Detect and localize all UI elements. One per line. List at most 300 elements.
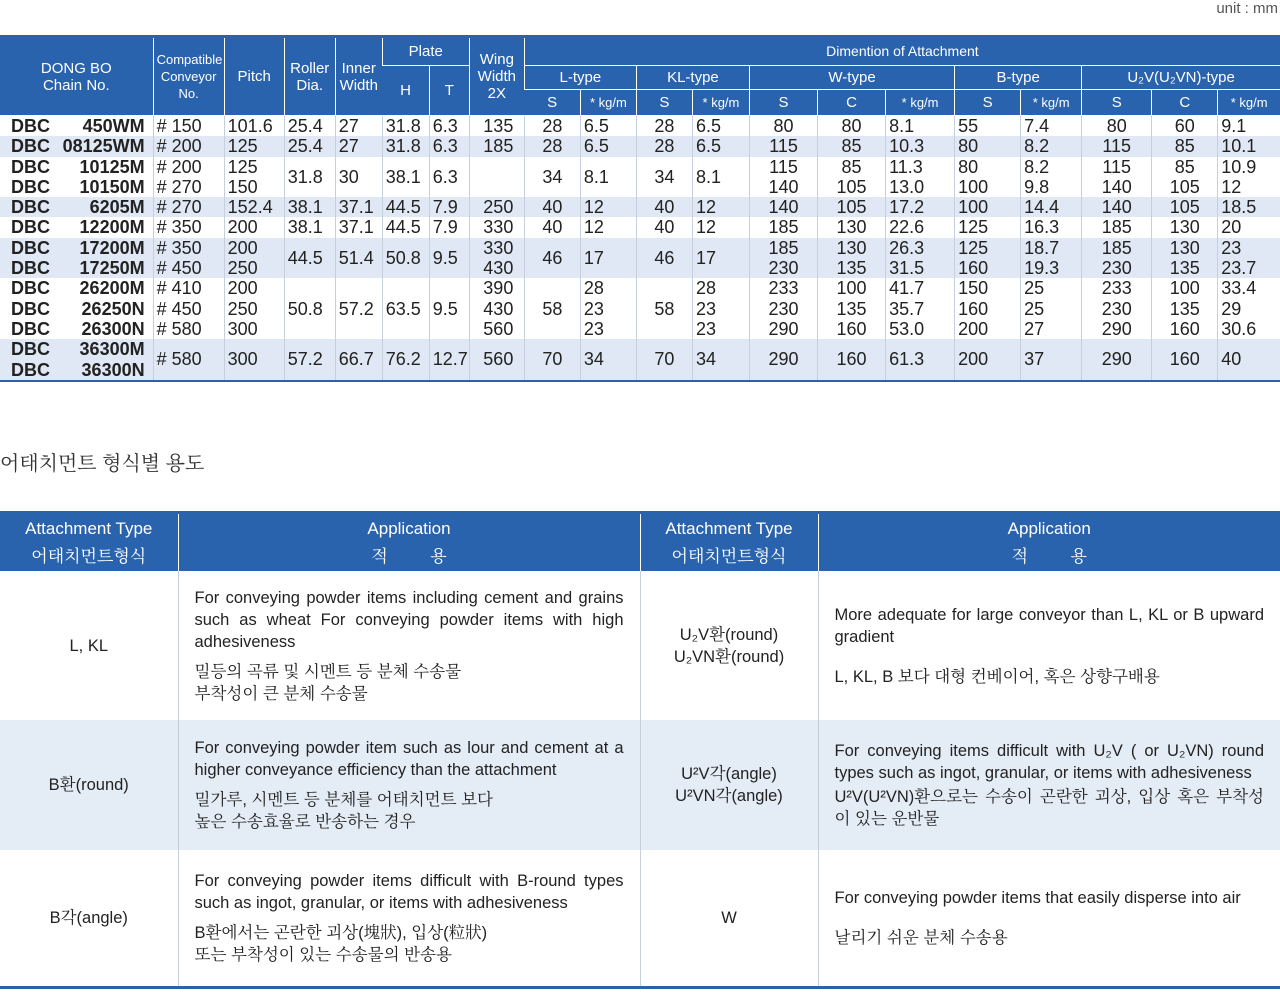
section-title: 어태치먼트 형식별 용도 — [0, 453, 205, 475]
header-application: Application 적 용 — [818, 513, 1280, 572]
spec-value: 230 — [768, 258, 799, 279]
header-l-type: L-type — [524, 66, 636, 90]
header-kg: * kg/m — [1021, 90, 1082, 116]
spec-cell-lk — [580, 217, 636, 237]
spec-value: 140 — [768, 176, 799, 197]
spec-cell-us — [1082, 157, 1152, 198]
attachment-type: B각(angle) — [49, 908, 128, 927]
spec-cell-pitch — [224, 217, 284, 237]
spec-cell-kls: 28 — [636, 116, 692, 137]
spec-value: 53.0 — [889, 318, 925, 339]
spec-cell-h: 44.5 — [382, 197, 429, 217]
spec-row — [0, 339, 1280, 381]
spec-cell-us — [1082, 197, 1152, 217]
spec-cell-klk — [692, 116, 749, 137]
spec-value: 85 — [841, 156, 862, 177]
spec-cell-kls: 28 — [636, 136, 692, 156]
spec-value: 28 — [583, 278, 604, 299]
spec-value: 23.7 — [1221, 258, 1257, 279]
spec-value: 125 — [958, 217, 989, 238]
chain-no: DBC 17250M — [11, 258, 145, 279]
chain-no: DBC 10150M — [11, 176, 145, 197]
spec-value: 300 — [227, 349, 258, 370]
spec-value: 125 — [958, 237, 989, 258]
spec-cell-inner: 66.7 — [335, 339, 382, 381]
header-kg: * kg/m — [1218, 90, 1280, 116]
header-plate-t: T — [429, 66, 469, 116]
spec-value: # 450 — [156, 258, 202, 279]
app-row — [0, 850, 1280, 987]
spec-cell-ls: 46 — [524, 238, 580, 279]
spec-cell-lk — [580, 278, 636, 339]
spec-value: 140 — [1101, 176, 1132, 197]
spec-value: 230 — [1101, 258, 1132, 279]
spec-cell-ws — [749, 278, 817, 339]
spec-cell-compat — [153, 157, 224, 198]
spec-cell-h: 50.8 — [382, 238, 429, 279]
spec-value: 100 — [958, 197, 989, 218]
spec-value: 29 — [1221, 298, 1242, 319]
spec-value: 12 — [583, 217, 604, 238]
chain-no: DBC 6205M — [11, 197, 145, 218]
spec-value: 330 — [483, 237, 514, 258]
chain-no: DBC 450WM — [11, 116, 145, 136]
spec-cell-compat — [153, 217, 224, 237]
spec-cell-uc — [1152, 217, 1218, 237]
spec-cell-ls: 70 — [524, 339, 580, 381]
spec-value: 17.2 — [889, 197, 925, 218]
attachment-type: U²V각(angle) U²VN각(angle) — [640, 720, 818, 850]
spec-value: 80 — [841, 116, 862, 136]
spec-cell-bk — [1021, 238, 1082, 279]
spec-cell-bs — [955, 238, 1021, 279]
application-desc: More adequate for large conveyor than L, KL or B upward gradient L, KL, B 보다 대형 컨베이어, 혹은 상향구배용 — [818, 571, 1280, 720]
spec-cell-klk — [692, 278, 749, 339]
spec-cell-wc — [818, 238, 886, 279]
spec-value: 160 — [1169, 349, 1200, 370]
spec-value: 8.1 — [695, 166, 721, 187]
spec-cell-bk — [1021, 116, 1082, 137]
spec-cell-h: 31.8 — [382, 136, 429, 156]
spec-cell-roller: 31.8 — [284, 157, 335, 198]
spec-value: 12 — [583, 197, 604, 218]
spec-cell-us — [1082, 116, 1152, 137]
spec-value: 8.2 — [1024, 136, 1050, 157]
spec-cell-uk — [1218, 197, 1280, 217]
spec-value: 85 — [841, 136, 862, 157]
header-s: S — [749, 90, 817, 116]
spec-value: 80 — [1106, 116, 1127, 136]
spec-value: 27 — [1024, 318, 1045, 339]
spec-cell-ls: 58 — [524, 278, 580, 339]
spec-cell-klk — [692, 217, 749, 237]
spec-value: 160 — [836, 318, 867, 339]
header-s: S — [1082, 90, 1152, 116]
spec-cell-compat — [153, 116, 224, 137]
spec-cell-klk — [692, 197, 749, 217]
spec-cell-uk — [1218, 339, 1280, 381]
spec-value: 250 — [227, 258, 258, 279]
spec-cell-inner: 57.2 — [335, 278, 382, 339]
spec-cell-us — [1082, 339, 1152, 381]
spec-value: 140 — [768, 197, 799, 218]
spec-cell-uk — [1218, 136, 1280, 156]
spec-cell-ls: 34 — [524, 157, 580, 198]
chain-no-cell — [0, 217, 153, 237]
spec-value: 34 — [695, 349, 716, 370]
spec-cell-uc — [1152, 116, 1218, 137]
spec-value: 6.5 — [583, 116, 609, 136]
spec-cell-bk — [1021, 339, 1082, 381]
spec-value: 130 — [836, 237, 867, 258]
spec-cell-us — [1082, 238, 1152, 279]
spec-row — [0, 116, 1280, 137]
spec-cell-wc — [818, 157, 886, 198]
spec-cell-us — [1082, 136, 1152, 156]
spec-cell-wing — [469, 136, 524, 156]
spec-cell-t: 9.5 — [429, 278, 469, 339]
spec-cell-roller: 57.2 — [284, 339, 335, 381]
spec-cell-lk — [580, 116, 636, 137]
spec-value: 100 — [958, 176, 989, 197]
header-roller: Roller Dia. — [284, 37, 335, 116]
header-s: S — [524, 90, 580, 116]
chain-no-cell — [0, 197, 153, 217]
spec-cell-bs — [955, 197, 1021, 217]
spec-value: 130 — [836, 217, 867, 238]
spec-value: 7.4 — [1024, 116, 1050, 136]
spec-value: 233 — [1101, 278, 1132, 299]
spec-value: 12 — [695, 197, 716, 218]
spec-value: # 350 — [156, 237, 202, 258]
spec-cell-ws — [749, 157, 817, 198]
header-c: C — [1152, 90, 1218, 116]
spec-value: 150 — [958, 278, 989, 299]
spec-cell-pitch — [224, 238, 284, 279]
spec-value: 185 — [1101, 237, 1132, 258]
attachment-type: L, KL — [69, 636, 109, 655]
spec-cell-ws — [749, 136, 817, 156]
spec-value: # 580 — [156, 349, 202, 370]
spec-cell-inner: 37.1 — [335, 217, 382, 237]
spec-cell-wing — [469, 339, 524, 381]
spec-value: 185 — [483, 136, 514, 157]
spec-value: 30.6 — [1221, 318, 1257, 339]
spec-value: 85 — [1174, 156, 1195, 177]
spec-cell-uc — [1152, 339, 1218, 381]
chain-no: DBC 10125M — [11, 156, 145, 177]
spec-cell-kls: 40 — [636, 217, 692, 237]
spec-value: 31.5 — [889, 258, 925, 279]
application-desc: For conveying items difficult with U₂V ( or U₂VN) round types such as ingot, granular, or items with adhesiveness U²V(U²VN)환으로는 수송이 곤란한 괴상, 입상 혹은 부착성이 있는 운반물 — [818, 720, 1280, 850]
spec-value: 16.3 — [1024, 217, 1060, 238]
spec-cell-wing — [469, 217, 524, 237]
spec-value: 250 — [483, 197, 514, 218]
header-b-type: B-type — [955, 66, 1082, 90]
spec-cell-lk — [580, 197, 636, 217]
spec-cell-inner: 37.1 — [335, 197, 382, 217]
spec-cell-bs — [955, 339, 1021, 381]
spec-value: 330 — [483, 217, 514, 238]
spec-value: # 200 — [156, 156, 202, 177]
spec-value: # 270 — [156, 197, 202, 218]
spec-cell-inner: 27 — [335, 116, 382, 137]
spec-cell-uc — [1152, 136, 1218, 156]
spec-value: 61.3 — [889, 349, 925, 370]
spec-value: 105 — [1169, 197, 1200, 218]
spec-row — [0, 197, 1280, 217]
spec-cell-us — [1082, 278, 1152, 339]
chain-no-cell — [0, 238, 153, 279]
spec-value: 135 — [483, 116, 514, 136]
header-dimension: Dimention of Attachment — [524, 37, 1280, 66]
spec-cell-uc — [1152, 157, 1218, 198]
spec-cell-inner: 27 — [335, 136, 382, 156]
application-desc: For conveying powder items difficult with B-round types such as ingot, granular, or items with adhesiveness B환에서는 곤란한 괴상(塊狀), 입상(粒狀) 또는 부착성이 있는 수송물의 반송용 — [178, 850, 640, 987]
spec-value: 135 — [1169, 298, 1200, 319]
spec-value: 200 — [958, 318, 989, 339]
spec-cell-pitch — [224, 197, 284, 217]
spec-value: 19.3 — [1024, 258, 1060, 279]
spec-cell-uc — [1152, 278, 1218, 339]
header-kg: * kg/m — [692, 90, 749, 116]
spec-value: 233 — [768, 278, 799, 299]
spec-cell-compat — [153, 136, 224, 156]
spec-value: 100 — [836, 278, 867, 299]
spec-value: 8.2 — [1024, 156, 1050, 177]
spec-cell-bs — [955, 217, 1021, 237]
spec-row — [0, 217, 1280, 237]
spec-cell-wk — [886, 238, 955, 279]
spec-cell-roller: 25.4 — [284, 136, 335, 156]
spec-cell-ls: 40 — [524, 217, 580, 237]
chain-spec-table — [0, 35, 1280, 382]
spec-cell-uk — [1218, 217, 1280, 237]
application-desc: For conveying powder item such as lour and cement at a higher conveyance efficiency than the attachment 밀가루, 시멘트 등 분체를 어태치먼트 보다 높은 수송효율로 반송하는 경우 — [178, 720, 640, 850]
spec-cell-wk — [886, 197, 955, 217]
chain-no-cell — [0, 278, 153, 339]
spec-cell-pitch — [224, 116, 284, 137]
chain-no: DBC 26200M — [11, 278, 145, 299]
spec-cell-roller: 25.4 — [284, 116, 335, 137]
spec-value: 23 — [1221, 237, 1242, 258]
spec-value: 17 — [695, 247, 716, 268]
spec-cell-lk — [580, 339, 636, 381]
spec-cell-klk — [692, 339, 749, 381]
spec-value: # 150 — [156, 116, 202, 136]
unit-label: unit : mm — [1216, 0, 1278, 17]
spec-cell-uc — [1152, 197, 1218, 217]
header-wing: Wing Width 2X — [469, 37, 524, 116]
spec-cell-pitch — [224, 157, 284, 198]
spec-cell-compat — [153, 339, 224, 381]
header-attachment-type: Attachment Type 어태치먼트형식 — [0, 513, 178, 572]
spec-value: 160 — [958, 258, 989, 279]
spec-cell-pitch — [224, 278, 284, 339]
chain-no: DBC 26250N — [11, 298, 145, 319]
spec-cell-compat — [153, 278, 224, 339]
spec-value: 290 — [1101, 349, 1132, 370]
spec-cell-ws — [749, 238, 817, 279]
spec-value: 6.5 — [695, 136, 721, 157]
spec-cell-bk — [1021, 157, 1082, 198]
application-desc: For conveying powder items including cement and grains such as wheat For conveying powder items with high adhesiveness 밀등의 곡류 및 시멘트 등 분체 수송물 부착성이 큰 분체 수송물 — [178, 571, 640, 720]
spec-cell-wk — [886, 339, 955, 381]
spec-cell-uk — [1218, 116, 1280, 137]
spec-value: # 580 — [156, 318, 202, 339]
spec-value: 11.3 — [889, 156, 923, 177]
spec-value: 41.7 — [889, 278, 925, 299]
spec-row — [0, 238, 1280, 279]
spec-cell-wk — [886, 157, 955, 198]
application-desc: For conveying powder items that easily disperse into air 날리기 쉬운 분체 수송용 — [818, 850, 1280, 987]
spec-value: 185 — [768, 237, 799, 258]
spec-cell-wc — [818, 278, 886, 339]
spec-value: 125 — [227, 136, 258, 157]
header-inner: Inner Width — [335, 37, 382, 116]
spec-value: 85 — [1174, 136, 1195, 157]
spec-value: 23 — [695, 318, 716, 339]
attachment-type: B환(round) — [0, 720, 178, 850]
spec-cell-compat — [153, 238, 224, 279]
spec-value: 10.3 — [889, 136, 925, 157]
spec-cell-wing — [469, 157, 524, 198]
header-compatible: Compatible Conveyor No. — [153, 37, 224, 116]
spec-value: 9.8 — [1024, 176, 1050, 197]
spec-value: 40 — [1221, 349, 1242, 370]
header-plate: Plate — [382, 37, 469, 66]
spec-cell-h: 63.5 — [382, 278, 429, 339]
spec-value: 115 — [1102, 156, 1132, 177]
spec-cell-roller: 44.5 — [284, 238, 335, 279]
spec-value: 130 — [1169, 237, 1200, 258]
spec-cell-t: 7.9 — [429, 197, 469, 217]
spec-cell-uk — [1218, 238, 1280, 279]
spec-row — [0, 136, 1280, 156]
spec-value: 135 — [1169, 258, 1200, 279]
spec-cell-wing — [469, 116, 524, 137]
spec-cell-bk — [1021, 136, 1082, 156]
spec-value: 55 — [958, 116, 979, 136]
spec-value: 115 — [769, 156, 798, 177]
chain-no: DBC 26300N — [11, 318, 145, 339]
spec-value: 12 — [695, 217, 716, 238]
spec-value: 160 — [836, 349, 867, 370]
header-w-type: W-type — [749, 66, 954, 90]
spec-cell-pitch — [224, 339, 284, 381]
spec-cell-klk — [692, 157, 749, 198]
spec-value: 18.7 — [1024, 237, 1060, 258]
spec-cell-klk — [692, 136, 749, 156]
spec-value: 105 — [836, 176, 867, 197]
chain-no-cell — [0, 116, 153, 137]
spec-cell-bk — [1021, 278, 1082, 339]
spec-cell-pitch — [224, 136, 284, 156]
spec-cell-ws — [749, 116, 817, 137]
spec-value: 37 — [1024, 349, 1045, 370]
spec-cell-roller: 38.1 — [284, 217, 335, 237]
spec-cell-h: 44.5 — [382, 217, 429, 237]
spec-value: 100 — [1169, 278, 1200, 299]
spec-cell-wc — [818, 217, 886, 237]
spec-value: 60 — [1174, 116, 1195, 136]
header-kl-type: KL-type — [636, 66, 749, 90]
spec-value: 6.5 — [695, 116, 721, 136]
spec-value: 230 — [1101, 298, 1132, 319]
spec-value: 290 — [1101, 318, 1132, 339]
spec-cell-wc — [818, 339, 886, 381]
spec-cell-t: 6.3 — [429, 116, 469, 137]
spec-cell-wk — [886, 278, 955, 339]
spec-cell-klk — [692, 238, 749, 279]
spec-cell-inner: 51.4 — [335, 238, 382, 279]
spec-value: 290 — [768, 318, 799, 339]
spec-value: 130 — [1169, 217, 1200, 238]
chain-no: DBC 12200M — [11, 217, 145, 238]
spec-cell-t: 6.3 — [429, 157, 469, 198]
spec-value: 17 — [583, 247, 604, 268]
spec-value: 250 — [227, 298, 258, 319]
header-s: S — [636, 90, 692, 116]
spec-cell-wc — [818, 136, 886, 156]
spec-value: 140 — [1101, 197, 1132, 218]
spec-cell-bs — [955, 157, 1021, 198]
spec-value: 6.5 — [583, 136, 609, 157]
spec-cell-bs — [955, 136, 1021, 156]
spec-cell-kls: 46 — [636, 238, 692, 279]
spec-cell-bk — [1021, 197, 1082, 217]
spec-cell-ws — [749, 197, 817, 217]
spec-value: # 350 — [156, 217, 202, 238]
spec-cell-lk — [580, 136, 636, 156]
header-pitch: Pitch — [224, 37, 284, 116]
spec-value: 101.6 — [227, 116, 273, 136]
header-application: Application 적 용 — [178, 513, 640, 572]
chain-no: DBC 17200M — [11, 237, 145, 258]
spec-value: 135 — [836, 258, 867, 279]
spec-cell-roller: 50.8 — [284, 278, 335, 339]
spec-cell-h: 76.2 — [382, 339, 429, 381]
spec-value: 560 — [483, 349, 514, 370]
spec-value: 34 — [583, 349, 604, 370]
spec-cell-roller: 38.1 — [284, 197, 335, 217]
spec-value: 125 — [227, 156, 258, 177]
spec-value: 105 — [1169, 176, 1200, 197]
spec-value: 160 — [958, 298, 989, 319]
spec-cell-ws — [749, 217, 817, 237]
spec-value: 8.1 — [889, 116, 915, 136]
spec-cell-wing — [469, 238, 524, 279]
spec-cell-wk — [886, 116, 955, 137]
attachment-type: W — [640, 850, 818, 987]
chain-no: DBC 36300N — [11, 359, 145, 380]
chain-no-cell — [0, 339, 153, 381]
spec-value: 33.4 — [1221, 278, 1257, 299]
spec-cell-t: 9.5 — [429, 238, 469, 279]
chain-no-cell — [0, 136, 153, 156]
spec-value: 23 — [583, 318, 604, 339]
spec-value: 25 — [1024, 278, 1045, 299]
chain-no: DBC 08125WM — [11, 136, 145, 157]
spec-cell-bk — [1021, 217, 1082, 237]
spec-row — [0, 278, 1280, 339]
spec-value: 430 — [483, 258, 514, 279]
spec-value: 35.7 — [889, 298, 925, 319]
spec-value: 10.1 — [1221, 136, 1257, 157]
header-s: S — [955, 90, 1021, 116]
spec-value: 200 — [227, 278, 258, 299]
spec-value: 80 — [958, 136, 979, 157]
